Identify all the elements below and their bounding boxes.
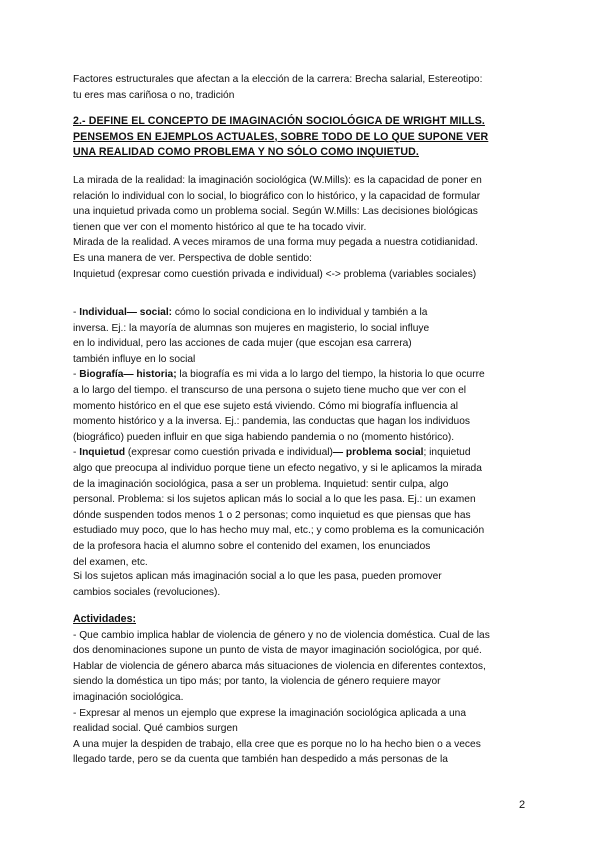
activity-line: realidad social. Qué cambios surgen — [73, 723, 238, 735]
activities-title: Actividades: — [73, 613, 136, 625]
page-number: 2 — [519, 799, 526, 811]
list-item-inquietud-problema: - Inquietud (expresar como cuestión privada e individual)— problema social; inquietud — [73, 447, 471, 459]
term-inquietud: Inquietud — [79, 447, 126, 459]
list-line: momento histórico en el que ese sujeto está viviendo. Cómo mi biografía influencia al — [73, 400, 459, 412]
list-item-biografia-historia: - Biografía— historia; la biografía es mi vida a lo largo del tiempo, la historia lo que ocurre — [73, 369, 485, 381]
list-line: también influye en lo social — [73, 353, 196, 365]
activities-section — [73, 612, 533, 768]
definition-paragraph — [73, 173, 533, 282]
list-line: algo que preocupa al individuo porque tiene un efecto negativo, y si le aplicamos la mirada — [73, 462, 482, 474]
term-biografia-historia: Biografía— historia; — [79, 369, 177, 381]
activity-line: dos denominaciones supone un punto de vista de mayor imaginación sociológica, por qué. — [73, 645, 482, 657]
list-line: dónde suspenden todos menos 1 o 2 personas; como inquietud es que piensas que has — [73, 509, 471, 521]
heading-line-1: 2.- DEFINE EL CONCEPTO DE IMAGINACIÓN SOCIOLÓGICA DE WRIGHT MILLS. — [73, 115, 485, 127]
paragraph-line: La mirada de la realidad: la imaginación sociológica (W.Mills): es la capacidad de poner en — [73, 175, 482, 186]
concept-list — [73, 305, 533, 570]
list-line: a lo largo del tiempo. el transcurso de una persona o sujeto tiene mucho que ver con el — [73, 384, 467, 396]
activity-line: - Expresar al menos un ejemplo que exprese la imaginación sociológica aplicada a una — [73, 707, 467, 719]
activity-line: llegado tarde, pero se da cuenta que también han despedido a más personas de la — [73, 754, 448, 766]
list-line: del examen, etc. — [73, 556, 148, 568]
list-item-individual-social: - Individual— social: cómo lo social condiciona en lo individual y también a la — [73, 307, 428, 318]
activity-line: imaginación sociológica. — [73, 691, 184, 703]
list-line: de la imaginación sociológica, pasa a ser un problema. Inquietud: sentir culpa, algo — [73, 478, 449, 490]
intro-line-1: Factores estructurales que afectan a la elección de la carrera: Brecha salarial, Estereotipo: — [73, 74, 483, 85]
term-problema-social: — problema social — [332, 447, 424, 459]
intro-line-2: tu eres mas cariñosa o no, tradición — [73, 89, 235, 101]
paragraph-line: relación lo individual con lo social, lo biográfico con lo histórico, y la capacidad de formular — [73, 190, 481, 202]
term-individual-social: Individual— social: — [79, 307, 173, 318]
paragraph-line: Es una manera de ver. Perspectiva de doble sentido: — [73, 252, 312, 264]
list-line: de la profesora hacia el alumno sobre el contenido del examen, los enunciados — [73, 540, 431, 552]
paragraph-line: cambios sociales (revoluciones). — [73, 586, 221, 598]
conclusion-paragraph — [73, 569, 533, 600]
intro-paragraph — [73, 72, 533, 103]
activity-line: - Que cambio implica hablar de violencia de género y no de violencia doméstica. Cual de las — [73, 629, 490, 641]
section-heading — [73, 114, 533, 161]
paragraph-line: una inquietud privada como un problema social. Según W.Mills: Las decisiones biológicas — [73, 206, 478, 218]
list-line: (biográfico) pueden influir en que siga habiendo pandemia o no (momento histórico). — [73, 431, 455, 443]
heading-line-3: UNA REALIDAD COMO PROBLEMA Y NO SÓLO COMO INQUIETUD. — [73, 146, 419, 159]
list-line: en lo individual, pero las acciones de cada mujer (que escojan esa carrera) — [73, 338, 412, 350]
list-line: estudiado muy poco, que lo has hecho muy mal, etc.; y como problema es la comunicación — [73, 525, 485, 537]
paragraph-line: Mirada de la realidad. A veces miramos de una forma muy pegada a nuestra cotidianidad. — [73, 237, 478, 249]
paragraph-line: Si los sujetos aplican más imaginación social a lo que les pasa, pueden promover — [73, 571, 442, 582]
heading-line-2: PENSEMOS EN EJEMPLOS ACTUALES, SOBRE TODO DE LO QUE SUPONE VER — [73, 130, 489, 143]
list-line: inversa. Ej.: la mayoría de alumnas son mujeres en magisterio, lo social influye — [73, 322, 430, 334]
paragraph-line: tienen que ver con el momento histórico al que te ha tocado vivir. — [73, 221, 367, 233]
list-line: personal. Problema: si los sujetos aplican más lo social a lo que les pasa. Ej.: un examen — [73, 494, 476, 506]
activity-line: siendo la doméstica un tipo más; por tanto, la violencia de género requiere mayor — [73, 676, 441, 688]
activity-line: A una mujer la despiden de trabajo, ella cree que es porque no lo ha hecho bien o a veces — [73, 738, 481, 750]
activity-line: Hablar de violencia de género abarca más situaciones de violencia en diferentes contextos, — [73, 660, 486, 672]
paragraph-line: Inquietud (expresar como cuestión privada e individual) <-> problema (variables sociales) — [73, 268, 477, 280]
list-line: momento histórico y a la inversa. Ej.: pandemia, las conductas que hagan los individuos — [73, 416, 470, 428]
